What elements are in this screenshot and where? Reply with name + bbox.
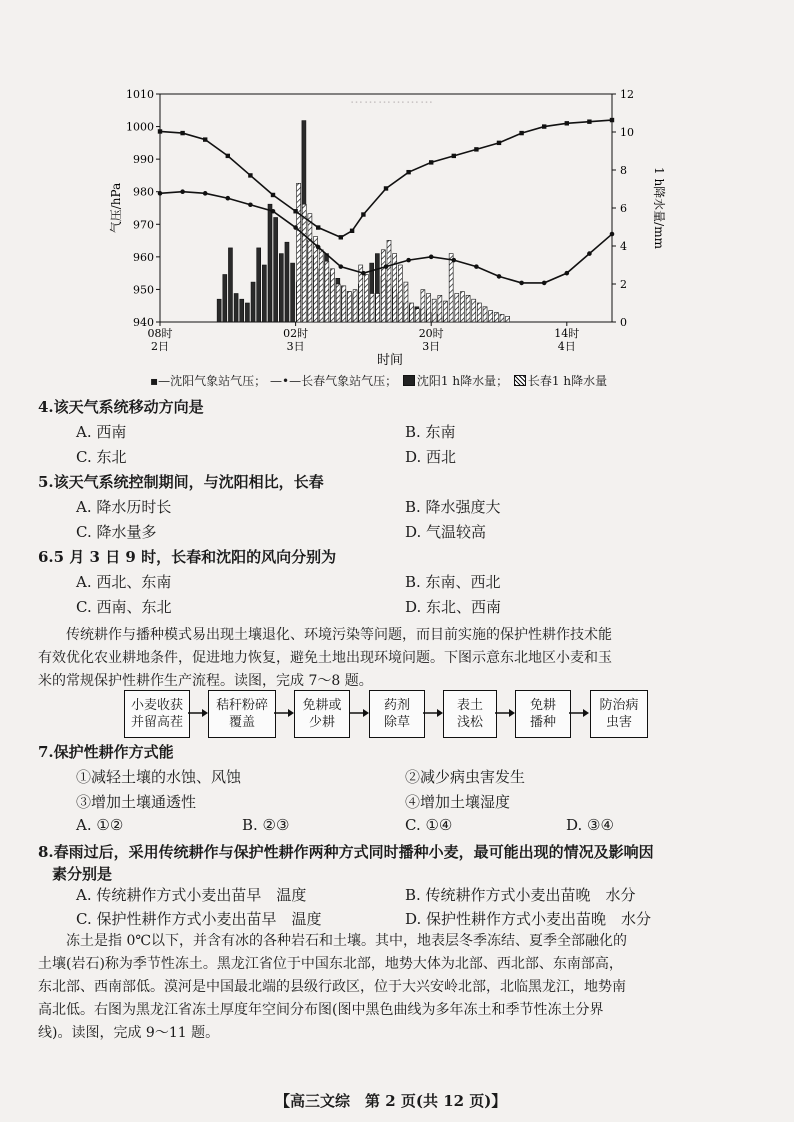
intro-9-11-line: 高北低。右图为黑龙江省冻土厚度年空间分布图(图中黑色曲线为多年冻土和季节性冻土分界 — [38, 1002, 604, 1018]
cc-precip-bar — [500, 314, 504, 322]
cc-precip-bar — [398, 265, 402, 322]
x-tick-time: 02时 — [283, 327, 309, 340]
cc-pressure-point — [474, 264, 479, 269]
sy-pressure-point — [406, 170, 410, 174]
x-tick-time: 14时 — [554, 327, 580, 340]
sy-pressure-point — [519, 131, 523, 135]
x-axis — [148, 322, 580, 353]
sy-pressure-point — [497, 141, 501, 145]
flow-arrow — [349, 709, 369, 717]
cc-precip-bar — [347, 292, 351, 322]
sy-precip-bar — [245, 303, 249, 322]
x-tick-date: 3日 — [286, 340, 305, 353]
flow-step-loosen: 表土 浅松 — [443, 690, 497, 738]
pressure-precip-chart — [100, 82, 690, 372]
sy-pressure-point — [316, 225, 320, 229]
cc-precip-bar — [472, 299, 476, 322]
q5-option-c[interactable]: C. 降水量多 — [76, 523, 157, 541]
left-tick-label: 960 — [133, 250, 154, 264]
cc-precip-bar — [376, 294, 380, 323]
cc-precip-bar — [444, 301, 448, 322]
sy-pressure-point — [339, 235, 343, 239]
sy-pressure-point — [565, 121, 569, 125]
q6-option-c[interactable]: C. 西南、东北 — [76, 598, 172, 616]
cc-pressure-point — [293, 225, 298, 230]
legend-sy-pressure: 沈阳气象站气压 — [170, 374, 255, 388]
precip-bars — [217, 121, 510, 322]
right-tick-label: 2 — [620, 278, 627, 291]
left-tick-label: 990 — [133, 153, 154, 167]
cc-precip-bar — [370, 294, 374, 323]
sy-precip-bar — [217, 299, 221, 322]
cc-precip-bar — [489, 311, 493, 322]
left-axis-title: 气压/hPa — [109, 182, 123, 234]
flow-arrow — [495, 709, 515, 717]
sy-pressure-point — [293, 209, 297, 213]
cc-precip-bar — [325, 261, 329, 322]
x-tick-date: 4日 — [557, 340, 576, 353]
bleed-through-text: ……………… — [350, 92, 434, 107]
right-tick-label: 4 — [620, 240, 627, 253]
legend-solid-swatch — [403, 375, 415, 386]
q4-option-b[interactable]: B. 东南 — [405, 423, 456, 441]
flow-step-harvest: 小麦收获 并留高茬 — [124, 690, 190, 738]
q7-option-d[interactable]: D. ③④ — [566, 816, 614, 834]
chart-legend: ▪—沈阳气象站气压； —•—长春气象站气压； 沈阳1 h降水量； 长春1 h降水量 — [150, 374, 608, 388]
cc-precip-bar — [477, 303, 481, 322]
x-tick-date: 3日 — [422, 340, 441, 353]
cc-precip-bar — [331, 269, 335, 322]
sy-precip-bar — [279, 254, 283, 322]
flow-step-pest: 防治病 虫害 — [590, 690, 648, 738]
cc-pressure-point — [203, 191, 208, 196]
sy-pressure-point — [542, 124, 546, 128]
cc-pressure-point — [158, 191, 163, 196]
right-tick-label: 12 — [620, 88, 634, 101]
cc-precip-bar — [466, 295, 470, 322]
sy-pressure-point — [384, 186, 388, 190]
sy-pressure-point — [226, 154, 230, 158]
cc-pressure-point — [339, 264, 344, 269]
cc-precip-bar — [319, 250, 323, 322]
right-tick-label: 6 — [620, 202, 627, 215]
x-tick-date: 2日 — [151, 340, 169, 353]
sy-precip-bar — [240, 299, 244, 322]
q7-option-c[interactable]: C. ①④ — [405, 816, 453, 834]
sy-pressure-point — [248, 173, 252, 177]
cc-precip-bar — [353, 290, 357, 322]
q5-stem: 5.该天气系统控制期间，与沈阳相比，长春 — [38, 473, 324, 491]
legend-sy-precip: 沈阳1 h降水量 — [416, 374, 497, 388]
sy-precip-bar — [274, 218, 278, 323]
q7-statement-2: ②减少病虫害发生 — [405, 768, 526, 786]
pressure-lines — [158, 118, 615, 285]
left-tick-label: 970 — [133, 218, 154, 232]
q7-option-a[interactable]: A. ①② — [76, 816, 124, 834]
sy-pressure-point — [158, 129, 162, 133]
sy-precip-bar — [257, 248, 261, 322]
cc-precip-bar — [483, 307, 487, 322]
x-tick-time: 08时 — [147, 327, 173, 340]
cc-precip-bar — [432, 299, 436, 322]
flow-step-straw: 秸秆粉碎 覆盖 — [208, 690, 276, 738]
cc-precip-bar — [342, 286, 346, 322]
left-axis — [126, 88, 160, 329]
cc-pressure-point — [384, 264, 389, 269]
cc-pressure-point — [406, 258, 411, 263]
cc-precip-bar — [364, 275, 368, 323]
sy-pressure-point — [180, 131, 184, 135]
sy-pressure-point — [361, 212, 365, 216]
x-axis-title: 时间 — [376, 353, 404, 368]
q6-option-a[interactable]: A. 西北、东南 — [76, 573, 172, 591]
cc-precip-bar — [410, 303, 414, 322]
intro-7-8-line: 传统耕作与播种模式易出现土壤退化、环境污染等问题，而目前实施的保护性耕作技术能 — [66, 627, 612, 643]
sy-precip-bar — [285, 242, 289, 322]
sy-precip-bar — [262, 265, 266, 322]
cc-pressure-point — [226, 196, 231, 201]
cc-precip-bar — [336, 284, 340, 322]
left-tick-label: 1000 — [126, 120, 154, 134]
legend-hatch-swatch — [514, 375, 526, 386]
flow-arrow — [188, 709, 208, 717]
sy-pressure-point — [452, 154, 456, 158]
right-tick-label: 8 — [620, 164, 627, 177]
sy-precip-bar — [251, 282, 255, 322]
q6-stem: 6.5 月 3 日 9 时，长春和沈阳的风向分别为 — [38, 548, 337, 566]
right-axis-title: 1 h降水量/mm — [652, 167, 666, 249]
left-tick-label: 1010 — [126, 88, 154, 101]
intro-9-11-line: 冻土是指 0℃以下，并含有冰的各种岩石和土壤。其中，地表层冬季冻结、夏季全部融化的 — [66, 933, 628, 949]
right-axis — [612, 88, 634, 329]
intro-9-11-line: 东北部、西南部低。漠河是中国最北端的县级行政区，位于大兴安岭北部，北临黑龙江，地势南 — [38, 979, 626, 995]
cc-precip-bar — [308, 214, 312, 322]
cc-precip-bar — [387, 240, 391, 322]
q5-option-b[interactable]: B. 降水强度大 — [405, 498, 501, 516]
sy-pressure-point — [429, 160, 433, 164]
page-footer: 【高三文综 第 2 页(共 12 页)】 — [275, 1092, 507, 1110]
cc-pressure-point — [316, 245, 321, 250]
sy-precip-bar — [223, 275, 227, 323]
cc-pressure-point — [519, 281, 524, 286]
sy-pressure-point — [587, 119, 591, 123]
cc-pressure-point — [587, 251, 592, 256]
cc-precip-bar — [297, 183, 301, 322]
cc-precip-bar — [494, 313, 498, 323]
q8-option-d[interactable]: D. 保护性耕作方式小麦出苗晚 水分 — [405, 910, 652, 928]
cc-pressure-point — [248, 202, 253, 207]
right-tick-label: 10 — [620, 126, 634, 139]
flow-arrow — [569, 709, 589, 717]
left-tick-label: 980 — [133, 185, 154, 199]
q8-stem-cont: 素分别是 — [52, 865, 113, 883]
flow-step-sowing: 免耕 播种 — [515, 690, 571, 738]
q8-stem: 8.春雨过后，采用传统耕作与保护性耕作两种方式同时播种小麦，最可能出现的情况及影响因 — [38, 843, 654, 861]
cc-pressure-line — [160, 192, 612, 283]
cc-precip-bar — [404, 282, 408, 322]
right-tick-label: 0 — [620, 316, 627, 329]
sy-pressure-point — [350, 229, 354, 233]
intro-9-11 — [38, 930, 758, 1045]
flow-arrow — [274, 709, 294, 717]
cc-pressure-point — [271, 209, 276, 214]
sy-pressure-line — [160, 120, 612, 237]
intro-7-8-line: 有效优化农业耕地条件，促进地力恢复，避免土地出现环境问题。下图示意东北地区小麦和玉 — [38, 650, 612, 666]
sy-pressure-point — [271, 193, 275, 197]
cc-precip-bar — [427, 294, 431, 323]
intro-7-8 — [38, 624, 758, 693]
cc-pressure-point — [429, 255, 434, 260]
left-tick-label: 940 — [133, 316, 154, 329]
cc-precip-bar — [415, 309, 419, 322]
q4-option-c[interactable]: C. 东北 — [76, 448, 127, 466]
q7-stem: 7.保护性耕作方式能 — [38, 743, 174, 761]
q8-option-a[interactable]: A. 传统耕作方式小麦出苗早 温度 — [76, 886, 307, 904]
sy-precip-bar — [291, 263, 295, 322]
cc-pressure-point — [497, 274, 502, 279]
q5-option-a[interactable]: A. 降水历时长 — [76, 498, 172, 516]
sy-pressure-point — [474, 147, 478, 151]
cc-pressure-point — [542, 281, 547, 286]
legend-square-marker: ▪ — [150, 374, 159, 388]
sy-precip-bar — [228, 248, 232, 322]
cc-precip-bar — [314, 237, 318, 323]
cc-precip-bar — [506, 316, 510, 322]
sy-pressure-point — [610, 118, 614, 122]
q8-option-c[interactable]: C. 保护性耕作方式小麦出苗早 温度 — [76, 910, 322, 928]
intro-9-11-line: 线)。读图，完成 9～11 题。 — [38, 1025, 220, 1041]
q7-option-b[interactable]: B. ②③ — [242, 816, 290, 834]
q7-statement-4: ④增加土壤湿度 — [405, 793, 511, 811]
sy-precip-bar — [268, 204, 272, 322]
q5-option-d[interactable]: D. 气温较高 — [405, 523, 487, 541]
q7-statement-3: ③增加土壤通透性 — [76, 793, 197, 811]
q4-option-a[interactable]: A. 西南 — [76, 423, 127, 441]
cc-precip-bar — [449, 254, 453, 322]
sy-precip-bar — [234, 294, 238, 323]
cc-pressure-point — [452, 258, 457, 263]
cc-precip-bar — [460, 292, 464, 322]
left-tick-label: 950 — [133, 283, 154, 297]
flow-step-herbicide: 药剂 除草 — [369, 690, 425, 738]
x-tick-time: 20时 — [418, 327, 444, 340]
sy-pressure-point — [203, 137, 207, 141]
cc-precip-bar — [455, 294, 459, 323]
legend-circle-marker: • — [281, 374, 290, 388]
q7-statement-1: ①减轻土壤的水蚀、风蚀 — [76, 768, 242, 786]
cc-precip-bar — [302, 204, 306, 322]
flow-step-notill: 免耕或 少耕 — [294, 690, 350, 738]
legend-cc-precip: 长春1 h降水量 — [527, 374, 608, 388]
intro-7-8-line: 米的常规保护性耕作生产流程。读图，完成 7～8 题。 — [38, 673, 373, 689]
q4-stem: 4.该天气系统移动方向是 — [38, 398, 204, 416]
q6-option-d[interactable]: D. 东北、西南 — [405, 598, 502, 616]
cc-pressure-point — [361, 271, 366, 276]
cc-pressure-point — [180, 189, 185, 194]
legend-cc-pressure: 长春气象站气压 — [301, 374, 386, 388]
intro-9-11-line: 土壤(岩石)称为季节性冻土。黑龙江省位于中国东北部，地势大体为北部、西北部、东南部高， — [38, 956, 623, 972]
q6-option-b[interactable]: B. 东南、西北 — [405, 573, 501, 591]
cc-precip-bar — [438, 295, 442, 322]
cc-precip-bar — [381, 250, 385, 322]
q8-option-b[interactable]: B. 传统耕作方式小麦出苗晚 水分 — [405, 886, 636, 904]
cc-precip-bar — [421, 290, 425, 322]
flow-arrow — [423, 709, 443, 717]
cc-pressure-point — [610, 232, 615, 237]
q4-option-d[interactable]: D. 西北 — [405, 448, 457, 466]
cc-pressure-point — [565, 271, 570, 276]
